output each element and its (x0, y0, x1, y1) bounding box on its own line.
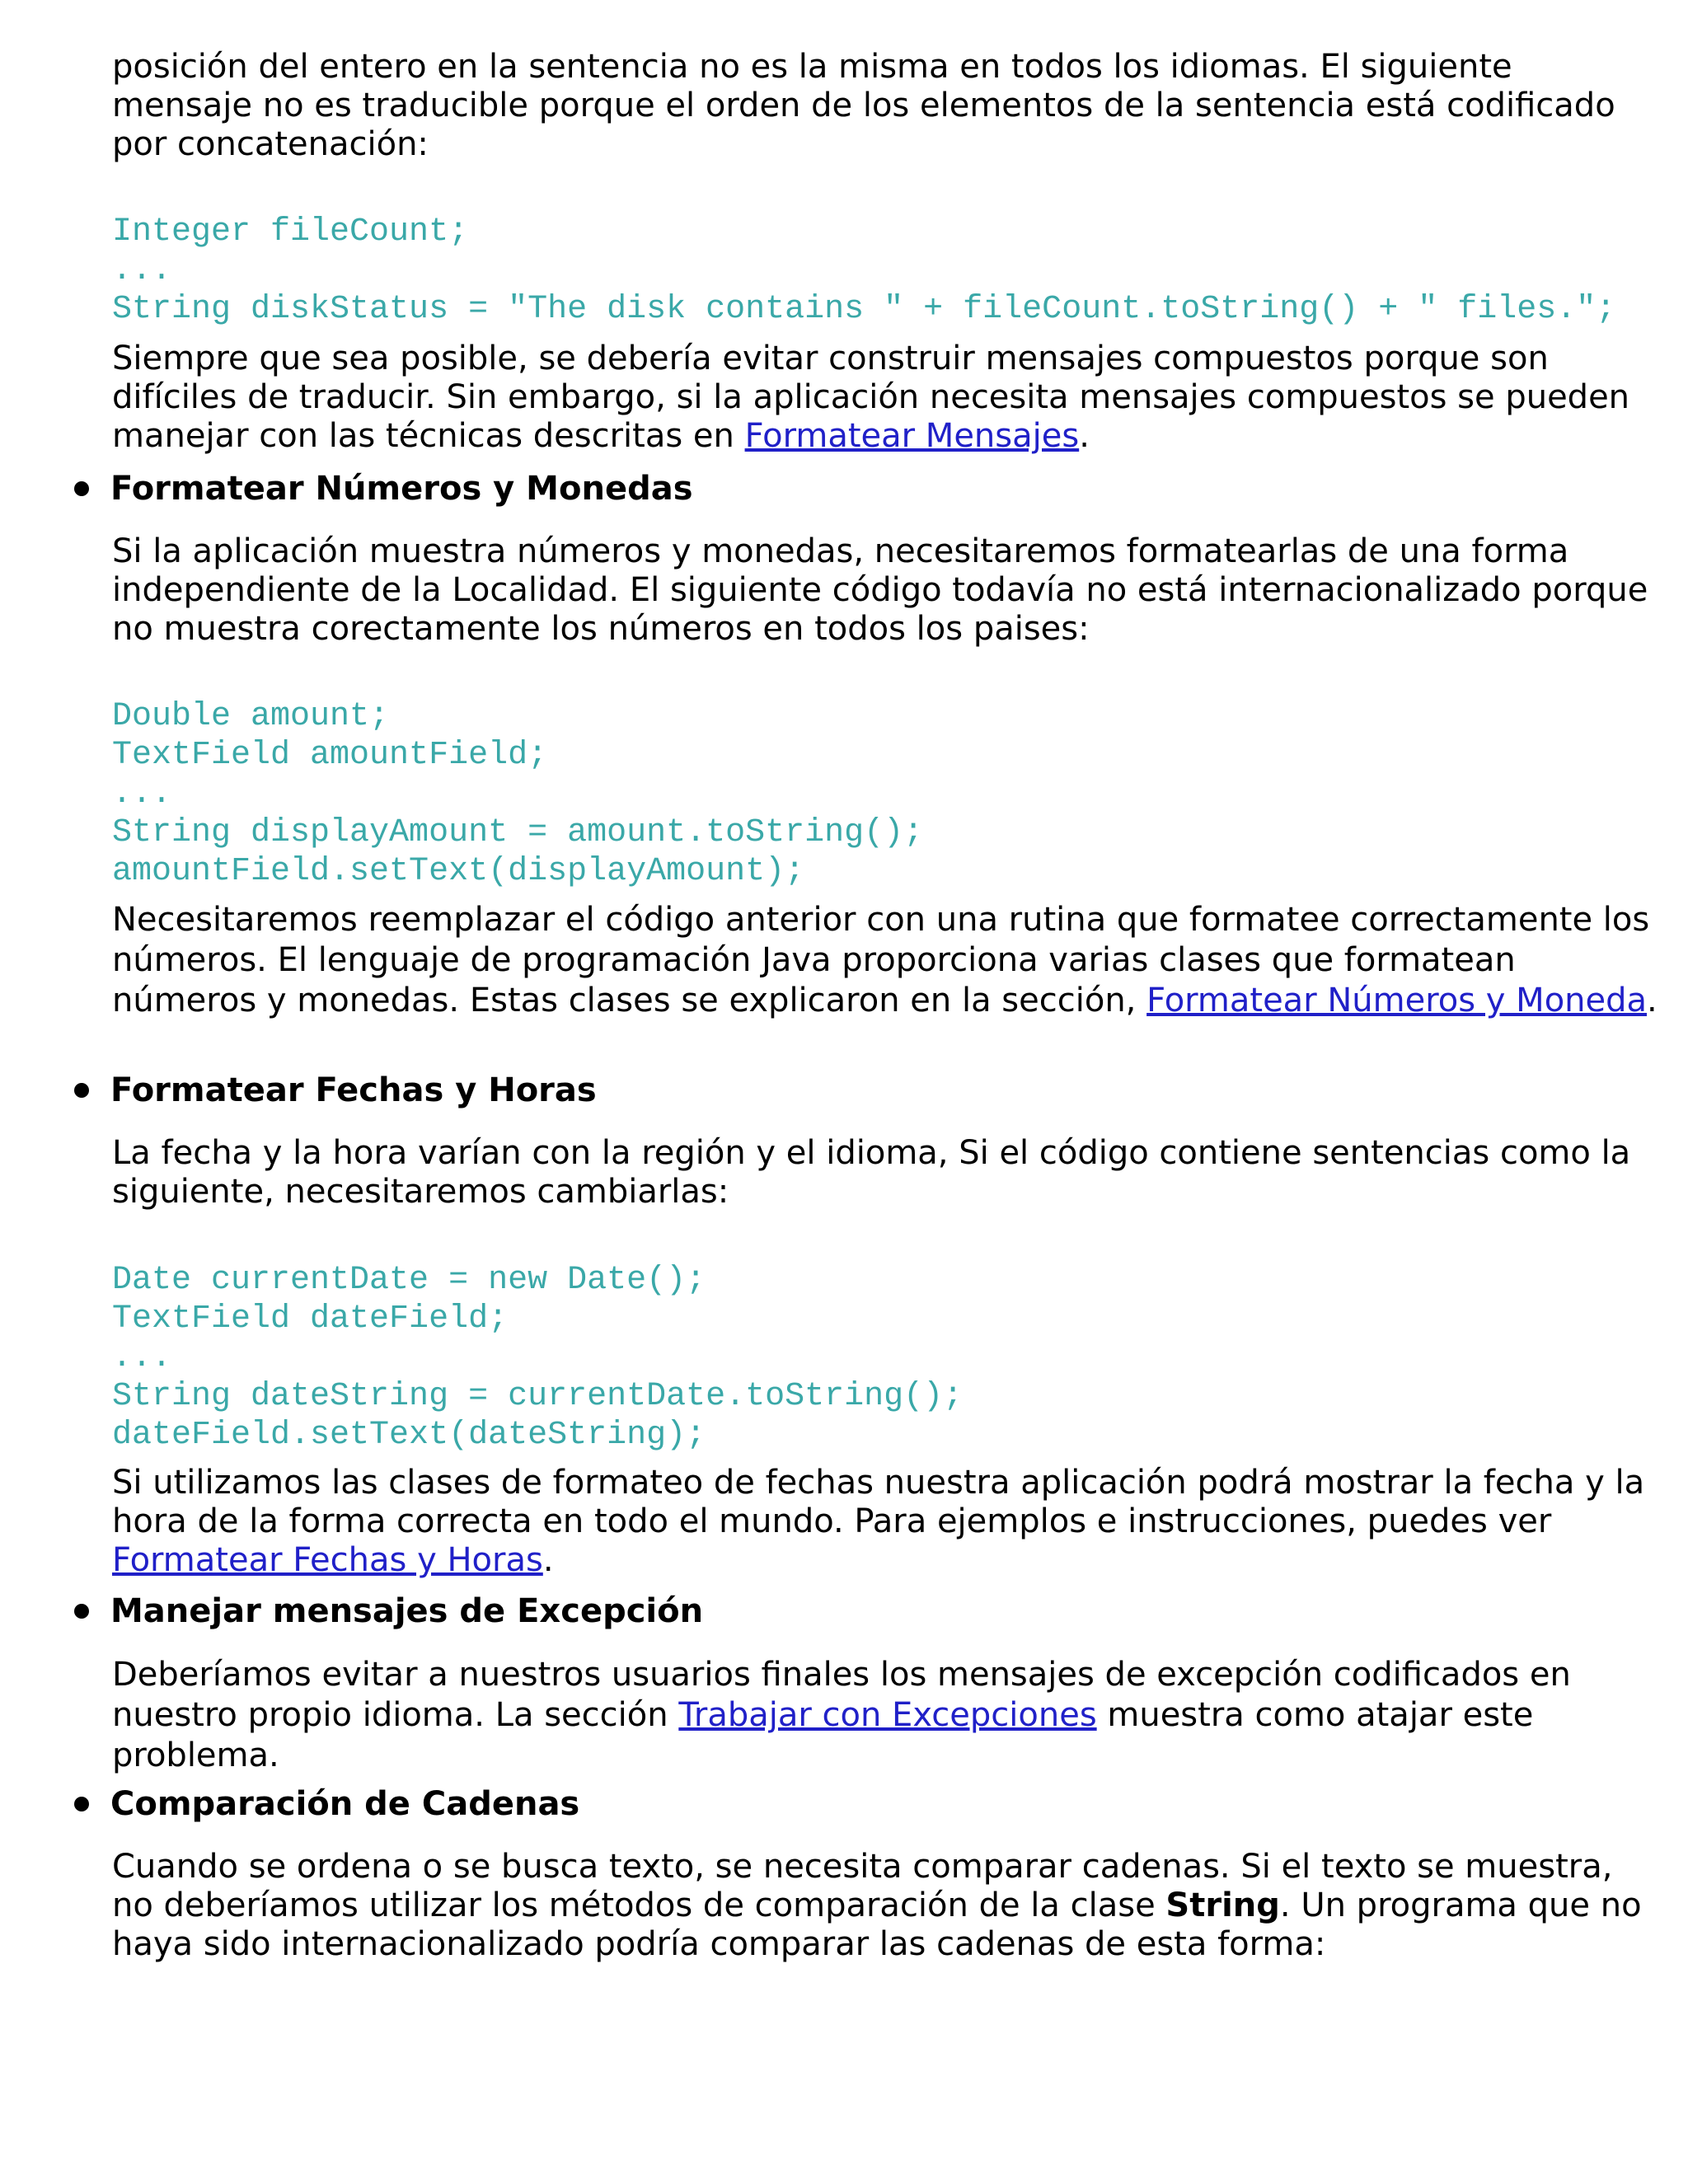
code-block-dates (112, 1261, 963, 1455)
intro-text: posición del entero en la sentencia no es la misma en todos los idiomas. El siguiente mensaje no es traducible porque el orden de los elementos de la sentencia está codificado por concatenación: (112, 48, 1615, 163)
code-line: Date currentDate = new Date(); (112, 1262, 706, 1299)
code-line: ... (112, 776, 172, 813)
bullet-icon (74, 1083, 89, 1098)
code-line: Double amount; (112, 698, 390, 735)
bullet-icon (74, 481, 89, 496)
strings-paragraph: Cuando se ordena o se busca texto, se necesita comparar cadenas. Si el texto se muestra, no deberíamos utilizar los métodos de comparación de la clase String. Un programa que no haya sido internacionalizado podría comparar las cadenas de esta forma: (112, 1848, 1642, 1963)
code-line: Integer fileCount; (112, 213, 469, 251)
link-formatear-fechas-horas[interactable]: Formatear Fechas y Horas (112, 1541, 543, 1579)
bullet-icon (74, 1604, 89, 1619)
code-line: ... (112, 252, 172, 289)
code-block-concatenation (112, 213, 1615, 329)
heading-comparacion-cadenas: Comparación de Cadenas (74, 1785, 1640, 1824)
dates-after-paragraph: Si utilizamos las clases de formateo de fechas nuestra aplicación podrá mostrar la fecha y la hora de la forma correcta en todo el mundo. Para ejemplos e instrucciones, puedes ver Formatear Fechas y Horas. (112, 1464, 1645, 1579)
class-name-string: String (1165, 1886, 1280, 1924)
heading-formatear-numeros: Formatear Números y Monedas (74, 470, 1640, 509)
code-block-numbers (112, 697, 923, 891)
code-line: String dateString = currentDate.toString(); (112, 1378, 964, 1415)
link-formatear-mensajes[interactable]: Formatear Mensajes (744, 417, 1080, 455)
exceptions-paragraph: Deberíamos evitar a nuestros usuarios finales los mensajes de excepción codificados en nuestro propio idioma. La sección Trabajar con Excepciones muestra como atajar este problema. (112, 1656, 1571, 1774)
code-line: TextField amountField; (112, 737, 548, 774)
code-line: amountField.setText(displayAmount); (112, 853, 805, 890)
numbers-after-paragraph: Necesitaremos reemplazar el código anterior con una rutina que formatee correctamente los números. El lenguaje de programación Java proporciona varias clases que formatean números y monedas. Estas clases se explicaron en la sección, Formatear Números y Moneda. (112, 901, 1658, 1019)
code-line: String displayAmount = amount.toString(); (112, 814, 924, 851)
link-trabajar-excepciones[interactable]: Trabajar con Excepciones (678, 1696, 1097, 1734)
code-line: TextField dateField; (112, 1301, 509, 1338)
code-line: ... (112, 1339, 172, 1376)
numbers-paragraph: Si la aplicación muestra números y monedas, necesitaremos formatearlas de una forma independiente de la Localidad. El siguiente código todavía no está internacionalizado porque no muestra corectamente los números en todos los paises: (112, 532, 1648, 648)
intro-paragraph (112, 48, 1662, 164)
bullet-icon (74, 1797, 89, 1811)
heading-formatear-fechas: Formatear Fechas y Horas (74, 1071, 1640, 1110)
heading-manejar-excepcion: Manejar mensajes de Excepción (74, 1592, 1640, 1631)
link-formatear-numeros-moneda[interactable]: Formatear Números y Moneda (1146, 982, 1648, 1019)
code-line: dateField.setText(dateString); (112, 1417, 706, 1454)
compound-messages-paragraph: Siempre que sea posible, se debería evitar construir mensajes compuestos porque son difíciles de traducir. Sin embargo, si la aplicación necesita mensajes compuestos se pueden manejar con las técnicas descritas en Formatear Mensajes. (112, 340, 1630, 455)
code-line: String diskStatus = "The disk contains " + fileCount.toString() + " files."; (112, 291, 1616, 328)
dates-paragraph: La fecha y la hora varían con la región y el idioma, Si el código contiene sentencias como la siguiente, necesitaremos cambiarlas: (112, 1134, 1631, 1211)
